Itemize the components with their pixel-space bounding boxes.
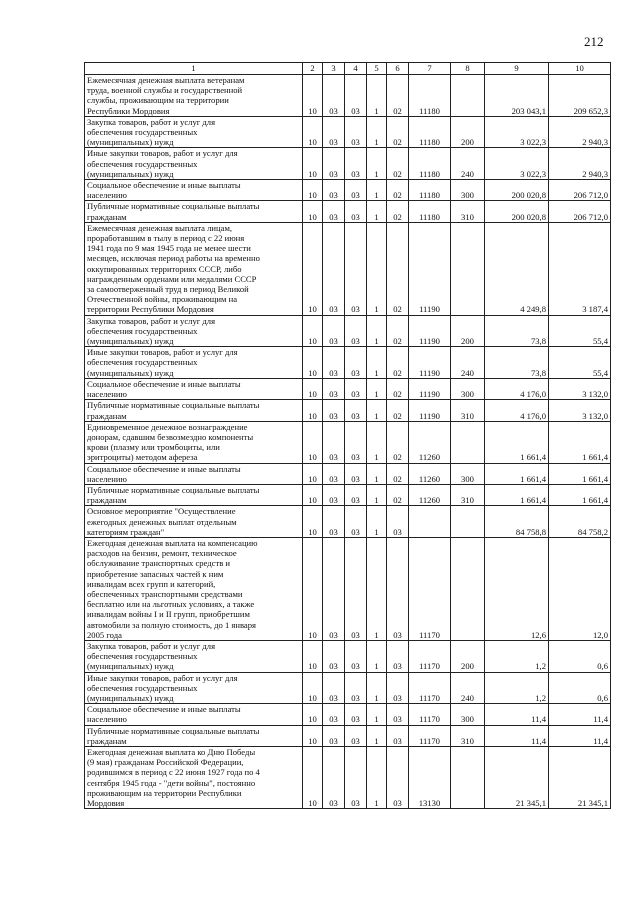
cell-subsection: 03 [323, 75, 345, 117]
cell-program: 03 [345, 378, 367, 399]
cell-section: 10 [303, 148, 323, 180]
cell-expense-type [451, 421, 485, 463]
row-description: Ежегодная денежная выплата на компенсацию расходов на бензин, ремонт, техническое обслуживание транспортных средств и приобретение запасных частей к ним инвалидам всех групп и категорий, обеспеченных транспортными средствами бесплатно или на льготных условиях, а также инвалидам войны I и II групп, приобретшим автомобили за полную стоимость, до 1 января 2005 года [85, 537, 303, 640]
cell-main-activity: 02 [387, 75, 409, 117]
cell-section: 10 [303, 725, 323, 746]
table-row [85, 222, 611, 315]
cell-amount-year-2: 1 661,4 [549, 421, 611, 463]
cell-amount-year-2: 2 940,3 [549, 116, 611, 148]
column-header: 2 [303, 63, 323, 75]
table-row [85, 315, 611, 347]
cell-section: 10 [303, 378, 323, 399]
cell-amount-year-2: 3 132,0 [549, 378, 611, 399]
cell-expense-type [451, 222, 485, 315]
table-row [85, 201, 611, 222]
cell-subprogram: 1 [367, 537, 387, 640]
cell-expense-type: 310 [451, 725, 485, 746]
cell-direction-code: 11170 [409, 672, 451, 704]
cell-expense-type: 240 [451, 148, 485, 180]
cell-direction-code: 11190 [409, 222, 451, 315]
cell-program: 03 [345, 704, 367, 725]
table-row [85, 484, 611, 505]
cell-amount-year-2: 55,4 [549, 347, 611, 379]
cell-amount-year-1: 11,4 [485, 704, 549, 725]
cell-expense-type: 200 [451, 116, 485, 148]
cell-main-activity: 03 [387, 672, 409, 704]
cell-amount-year-1: 84 758,8 [485, 506, 549, 538]
cell-amount-year-2: 1 661,4 [549, 463, 611, 484]
cell-amount-year-2: 11,4 [549, 704, 611, 725]
cell-subsection: 03 [323, 672, 345, 704]
table-row [85, 116, 611, 148]
column-header: 1 [85, 63, 303, 75]
cell-amount-year-2: 11,4 [549, 725, 611, 746]
cell-subprogram: 1 [367, 222, 387, 315]
cell-program: 03 [345, 463, 367, 484]
cell-main-activity: 02 [387, 463, 409, 484]
cell-amount-year-2: 3 187,4 [549, 222, 611, 315]
cell-expense-type: 240 [451, 347, 485, 379]
cell-section: 10 [303, 201, 323, 222]
cell-amount-year-1: 73,8 [485, 315, 549, 347]
cell-direction-code: 11190 [409, 400, 451, 421]
cell-program: 03 [345, 537, 367, 640]
cell-section: 10 [303, 180, 323, 201]
cell-section: 10 [303, 222, 323, 315]
cell-amount-year-2: 12,0 [549, 537, 611, 640]
cell-amount-year-1: 200 020,8 [485, 201, 549, 222]
cell-direction-code: 11260 [409, 421, 451, 463]
cell-main-activity: 02 [387, 347, 409, 379]
row-description: Ежемесячная денежная выплата лицам, проработавшим в тылу в период с 22 июня 1941 года по 9 мая 1945 года не менее шести месяцев, исключая период работы на временно оккупированных территориях СССР, либо награжденным орденами или медалями СССР за самоотверженный труд в период Великой Отечественной войны, проживающим на территории Республики Мордовия [85, 222, 303, 315]
row-description: Публичные нормативные социальные выплаты гражданам [85, 725, 303, 746]
cell-amount-year-2: 209 652,3 [549, 75, 611, 117]
cell-amount-year-1: 12,6 [485, 537, 549, 640]
cell-subsection: 03 [323, 484, 345, 505]
row-description: Закупка товаров, работ и услуг для обеспечения государственных (муниципальных) нужд [85, 640, 303, 672]
cell-subprogram: 1 [367, 747, 387, 809]
row-description: Социальное обеспечение и иные выплаты населению [85, 463, 303, 484]
cell-amount-year-2: 84 758,2 [549, 506, 611, 538]
cell-section: 10 [303, 347, 323, 379]
cell-subprogram: 1 [367, 400, 387, 421]
cell-direction-code: 11170 [409, 725, 451, 746]
row-description: Единовременное денежное вознаграждение донорам, сдавшим безвозмездно компоненты крови (плазму или тромбоциты, или эритроциты) методом афереза [85, 421, 303, 463]
cell-section: 10 [303, 116, 323, 148]
column-header: 5 [367, 63, 387, 75]
cell-program: 03 [345, 484, 367, 505]
cell-direction-code: 11170 [409, 537, 451, 640]
row-description: Публичные нормативные социальные выплаты гражданам [85, 400, 303, 421]
cell-amount-year-1: 11,4 [485, 725, 549, 746]
cell-main-activity: 02 [387, 378, 409, 399]
cell-amount-year-2: 206 712,0 [549, 201, 611, 222]
table-body [85, 75, 611, 809]
cell-section: 10 [303, 537, 323, 640]
cell-amount-year-1: 4 249,8 [485, 222, 549, 315]
cell-program: 03 [345, 400, 367, 421]
cell-amount-year-1: 200 020,8 [485, 180, 549, 201]
table-row [85, 347, 611, 379]
cell-direction-code: 11180 [409, 201, 451, 222]
cell-main-activity: 02 [387, 148, 409, 180]
table-row [85, 421, 611, 463]
cell-direction-code: 11190 [409, 315, 451, 347]
cell-direction-code: 11180 [409, 180, 451, 201]
cell-subprogram: 1 [367, 484, 387, 505]
table-row [85, 180, 611, 201]
cell-main-activity: 03 [387, 704, 409, 725]
cell-direction-code: 11180 [409, 75, 451, 117]
table-row [85, 148, 611, 180]
cell-program: 03 [345, 421, 367, 463]
cell-direction-code: 11170 [409, 640, 451, 672]
cell-section: 10 [303, 506, 323, 538]
row-description: Закупка товаров, работ и услуг для обеспечения государственных (муниципальных) нужд [85, 116, 303, 148]
cell-expense-type: 310 [451, 201, 485, 222]
cell-amount-year-2: 55,4 [549, 315, 611, 347]
page-number: 212 [584, 34, 604, 49]
cell-expense-type: 240 [451, 672, 485, 704]
cell-amount-year-2: 0,6 [549, 640, 611, 672]
table-row [85, 506, 611, 538]
table-row [85, 537, 611, 640]
cell-expense-type: 200 [451, 315, 485, 347]
cell-amount-year-1: 1 661,4 [485, 421, 549, 463]
table-row [85, 725, 611, 746]
cell-section: 10 [303, 704, 323, 725]
cell-section: 10 [303, 640, 323, 672]
cell-amount-year-2: 2 940,3 [549, 148, 611, 180]
cell-section: 10 [303, 75, 323, 117]
cell-subsection: 03 [323, 347, 345, 379]
cell-program: 03 [345, 347, 367, 379]
cell-subprogram: 1 [367, 180, 387, 201]
cell-subprogram: 1 [367, 421, 387, 463]
cell-expense-type [451, 537, 485, 640]
row-description: Социальное обеспечение и иные выплаты населению [85, 378, 303, 399]
cell-direction-code [409, 506, 451, 538]
cell-amount-year-1: 1,2 [485, 640, 549, 672]
cell-main-activity: 02 [387, 315, 409, 347]
column-header: 10 [549, 63, 611, 75]
row-description: Иные закупки товаров, работ и услуг для обеспечения государственных (муниципальных) нужд [85, 148, 303, 180]
cell-program: 03 [345, 222, 367, 315]
cell-main-activity: 02 [387, 116, 409, 148]
cell-section: 10 [303, 484, 323, 505]
cell-main-activity: 03 [387, 537, 409, 640]
cell-subsection: 03 [323, 148, 345, 180]
cell-amount-year-1: 4 176,0 [485, 400, 549, 421]
cell-subsection: 03 [323, 537, 345, 640]
cell-amount-year-1: 203 043,1 [485, 75, 549, 117]
cell-amount-year-1: 1 661,4 [485, 463, 549, 484]
cell-amount-year-2: 3 132,0 [549, 400, 611, 421]
cell-subsection: 03 [323, 315, 345, 347]
cell-subsection: 03 [323, 463, 345, 484]
cell-main-activity: 02 [387, 201, 409, 222]
cell-program: 03 [345, 725, 367, 746]
cell-direction-code: 11180 [409, 148, 451, 180]
cell-main-activity: 02 [387, 400, 409, 421]
cell-amount-year-2: 0,6 [549, 672, 611, 704]
cell-section: 10 [303, 672, 323, 704]
cell-subprogram: 1 [367, 725, 387, 746]
cell-direction-code: 11190 [409, 378, 451, 399]
cell-expense-type: 300 [451, 463, 485, 484]
table-row [85, 463, 611, 484]
cell-subsection: 03 [323, 116, 345, 148]
cell-section: 10 [303, 747, 323, 809]
cell-direction-code: 13130 [409, 747, 451, 809]
cell-main-activity: 03 [387, 725, 409, 746]
cell-subsection: 03 [323, 421, 345, 463]
table-row [85, 400, 611, 421]
cell-expense-type: 310 [451, 400, 485, 421]
cell-amount-year-1: 3 022,3 [485, 148, 549, 180]
column-header: 3 [323, 63, 345, 75]
cell-subprogram: 1 [367, 506, 387, 538]
row-description: Публичные нормативные социальные выплаты гражданам [85, 201, 303, 222]
column-header: 6 [387, 63, 409, 75]
budget-table [84, 62, 611, 809]
cell-program: 03 [345, 148, 367, 180]
cell-subprogram: 1 [367, 148, 387, 180]
cell-direction-code: 11190 [409, 347, 451, 379]
cell-program: 03 [345, 640, 367, 672]
cell-program: 03 [345, 672, 367, 704]
cell-expense-type [451, 747, 485, 809]
cell-amount-year-2: 21 345,1 [549, 747, 611, 809]
cell-expense-type: 300 [451, 378, 485, 399]
row-description: Социальное обеспечение и иные выплаты населению [85, 180, 303, 201]
row-description: Основное мероприятие "Осуществление ежегодных денежных выплат отдельным категориям граждан" [85, 506, 303, 538]
cell-subsection: 03 [323, 378, 345, 399]
row-description: Ежегодная денежная выплата ко Дню Победы (9 мая) гражданам Российской Федерации, родившимся в период с 22 июня 1927 года по 4 сентября 1945 года - "дети войны", постоянно проживающим на территории Республики Мордовия [85, 747, 303, 809]
row-description: Иные закупки товаров, работ и услуг для обеспечения государственных (муниципальных) нужд [85, 672, 303, 704]
cell-program: 03 [345, 506, 367, 538]
cell-amount-year-2: 206 712,0 [549, 180, 611, 201]
cell-amount-year-1: 1 661,4 [485, 484, 549, 505]
column-header: 9 [485, 63, 549, 75]
cell-amount-year-2: 1 661,4 [549, 484, 611, 505]
table-row [85, 704, 611, 725]
table-row [85, 747, 611, 809]
row-description: Ежемесячная денежная выплата ветеранам труда, военной службы и государственной службы, проживающим на территории Республики Мордовия [85, 75, 303, 117]
cell-program: 03 [345, 180, 367, 201]
row-description: Социальное обеспечение и иные выплаты населению [85, 704, 303, 725]
cell-section: 10 [303, 463, 323, 484]
cell-subprogram: 1 [367, 315, 387, 347]
cell-expense-type [451, 75, 485, 117]
cell-direction-code: 11260 [409, 463, 451, 484]
cell-amount-year-1: 73,8 [485, 347, 549, 379]
cell-main-activity: 03 [387, 747, 409, 809]
cell-expense-type [451, 506, 485, 538]
column-header: 8 [451, 63, 485, 75]
cell-subsection: 03 [323, 180, 345, 201]
cell-subsection: 03 [323, 747, 345, 809]
cell-direction-code: 11170 [409, 704, 451, 725]
cell-subsection: 03 [323, 222, 345, 315]
cell-subsection: 03 [323, 506, 345, 538]
cell-expense-type: 200 [451, 640, 485, 672]
cell-amount-year-1: 4 176,0 [485, 378, 549, 399]
cell-section: 10 [303, 315, 323, 347]
cell-subsection: 03 [323, 640, 345, 672]
cell-subprogram: 1 [367, 463, 387, 484]
cell-subsection: 03 [323, 704, 345, 725]
cell-subprogram: 1 [367, 640, 387, 672]
cell-section: 10 [303, 400, 323, 421]
cell-subprogram: 1 [367, 672, 387, 704]
column-header: 7 [409, 63, 451, 75]
cell-expense-type: 310 [451, 484, 485, 505]
cell-program: 03 [345, 315, 367, 347]
table-header-row [85, 63, 611, 75]
cell-main-activity: 02 [387, 421, 409, 463]
cell-main-activity: 02 [387, 180, 409, 201]
column-header: 4 [345, 63, 367, 75]
cell-subsection: 03 [323, 400, 345, 421]
cell-amount-year-1: 3 022,3 [485, 116, 549, 148]
row-description: Иные закупки товаров, работ и услуг для обеспечения государственных (муниципальных) нужд [85, 347, 303, 379]
cell-main-activity: 02 [387, 484, 409, 505]
cell-subprogram: 1 [367, 75, 387, 117]
cell-main-activity: 02 [387, 222, 409, 315]
cell-amount-year-1: 1,2 [485, 672, 549, 704]
cell-program: 03 [345, 75, 367, 117]
cell-subprogram: 1 [367, 347, 387, 379]
cell-program: 03 [345, 116, 367, 148]
table-row [85, 672, 611, 704]
cell-main-activity: 03 [387, 640, 409, 672]
cell-main-activity: 03 [387, 506, 409, 538]
cell-program: 03 [345, 747, 367, 809]
cell-subprogram: 1 [367, 378, 387, 399]
cell-subprogram: 1 [367, 201, 387, 222]
cell-direction-code: 11180 [409, 116, 451, 148]
cell-program: 03 [345, 201, 367, 222]
row-description: Закупка товаров, работ и услуг для обеспечения государственных (муниципальных) нужд [85, 315, 303, 347]
cell-direction-code: 11260 [409, 484, 451, 505]
table-row [85, 75, 611, 117]
cell-subprogram: 1 [367, 116, 387, 148]
table-row [85, 640, 611, 672]
cell-subsection: 03 [323, 725, 345, 746]
cell-subsection: 03 [323, 201, 345, 222]
table-row [85, 378, 611, 399]
cell-amount-year-1: 21 345,1 [485, 747, 549, 809]
cell-expense-type: 300 [451, 180, 485, 201]
cell-section: 10 [303, 421, 323, 463]
cell-subprogram: 1 [367, 704, 387, 725]
cell-expense-type: 300 [451, 704, 485, 725]
row-description: Публичные нормативные социальные выплаты гражданам [85, 484, 303, 505]
